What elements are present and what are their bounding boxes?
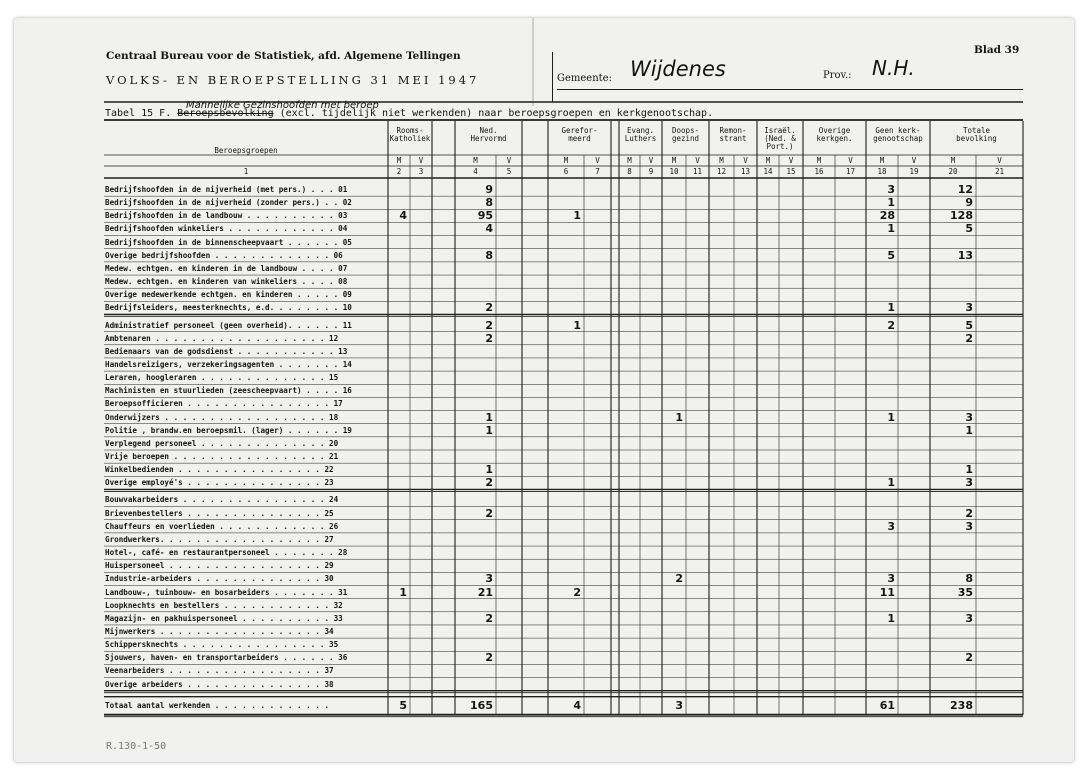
column-group-header: Totale bevolking — [956, 126, 997, 143]
row-value: 2 — [887, 318, 895, 332]
row-value: 11 — [879, 585, 895, 599]
row-value: 1 — [485, 410, 493, 424]
total-value: 4 — [573, 698, 581, 712]
row-label: Bouwvakarbeiders . . . . . . . . . . . . . . . . 24 — [105, 495, 339, 505]
row-value: 3 — [887, 572, 895, 586]
row-value: 5 — [887, 248, 895, 262]
row-value: 8 — [485, 196, 493, 210]
row-label: Hotel-, café- en restaurantpersoneel . . . . . . . 28 — [105, 548, 348, 558]
column-m-header: M — [473, 156, 478, 165]
column-number: 17 — [845, 167, 856, 176]
row-value: 35 — [957, 585, 973, 599]
row-value: 128 — [950, 209, 973, 223]
column-number: 9 — [648, 167, 654, 176]
row-value: 3 — [485, 572, 493, 586]
gemeente-label: Gemeente: — [557, 73, 612, 84]
row-label: Handelsreizigers, verzekeringsagenten . . . . . . . 14 — [105, 359, 352, 369]
column-number: 13 — [740, 167, 751, 176]
row-value: 2 — [965, 506, 973, 520]
row-value: 9 — [965, 196, 973, 210]
row-value: 13 — [957, 248, 973, 262]
row-value: 2 — [485, 651, 493, 665]
row-value: 1 — [887, 410, 895, 424]
column-number: 6 — [563, 167, 569, 176]
row-label: Onderwijzers . . . . . . . . . . . . . . . . . . 18 — [105, 412, 339, 422]
gemeente-value: Wijdenes — [630, 57, 726, 81]
column-v-header: V — [695, 156, 700, 165]
row-value: 8 — [965, 572, 973, 586]
column-m-header: M — [765, 156, 771, 165]
row-value: 2 — [485, 506, 493, 520]
row-label: Medew. echtgen. en kinderen van winkeliers . . . . 08 — [105, 277, 348, 287]
row-label: Overige employé's . . . . . . . . . . . . . . . 23 — [105, 478, 334, 488]
beroepsgroepen-header: Beroepsgroepen — [214, 146, 278, 155]
column-v-header: V — [743, 156, 748, 165]
row-label: Landbouw-, tuinbouw- en bosarbeiders . . . . . . . 31 — [105, 587, 348, 597]
row-value: 8 — [485, 248, 493, 262]
column-group-header: Evang. Luthers — [624, 126, 657, 143]
row-label: Verplegend personeel . . . . . . . . . . . . . . 20 — [105, 438, 339, 448]
column-group-header: Doops- gezind — [671, 126, 700, 143]
row-value: 12 — [957, 183, 973, 196]
column-v-header: V — [595, 156, 600, 165]
column-group-header: Geen kerk- genootschap — [873, 126, 923, 143]
row-value: 2 — [965, 651, 973, 665]
column-group-header: Remon- strant — [719, 126, 747, 143]
row-label: Loopknechts en bestellers . . . . . . . . . . . . 32 — [105, 600, 343, 610]
row-value: 1 — [887, 301, 895, 315]
column-number: 16 — [814, 167, 824, 176]
row-label: Vrije beroepen . . . . . . . . . . . . . . . . . 21 — [105, 452, 339, 461]
row-value: 1 — [485, 463, 493, 477]
total-label: Totaal aantal werkenden . . . . . . . . . . . . . — [105, 700, 330, 710]
row-label: Bedrijfshoofden in de nijverheid (zonder pers.) . . 02 — [105, 198, 352, 208]
column-v-header: V — [648, 156, 654, 165]
row-value: 3 — [965, 301, 973, 315]
row-value: 1 — [675, 410, 683, 424]
column-number: 21 — [994, 167, 1005, 176]
total-value: 165 — [470, 698, 493, 712]
row-value: 9 — [485, 183, 493, 196]
row-label: Ambtenaren . . . . . . . . . . . . . . . . . . . 12 — [105, 333, 339, 343]
column-v-header: V — [418, 156, 424, 165]
row-label: Overige medewerkende echtgen. en kinderen . . . . . 09 — [105, 290, 352, 300]
row-value: 28 — [879, 209, 895, 223]
row-label: Industrie-arbeiders . . . . . . . . . . . . . . 30 — [105, 574, 334, 584]
row-value: 2 — [485, 476, 493, 490]
table-title-struck: Beroepsbevolking — [177, 108, 274, 119]
column-number: 4 — [473, 167, 478, 176]
column-number: 5 — [506, 167, 512, 176]
column-m-header: M — [671, 156, 677, 165]
census-title: VOLKS- EN BEROEPSTELLING 31 MEI 1947 — [106, 73, 480, 87]
row-label: Machinisten en stuurlieden (zeescheepvaart) . . . . 16 — [105, 386, 352, 396]
row-label: Bedienaars van de godsdienst . . . . . . . . . . . 13 — [105, 346, 348, 356]
row-value: 2 — [573, 585, 581, 599]
column-number: 10 — [669, 167, 679, 176]
column-group-header: Rooms- Katholiek — [389, 126, 431, 143]
total-value: 3 — [675, 698, 683, 712]
column-m-header: M — [563, 156, 569, 165]
row-value: 1 — [887, 611, 895, 625]
row-label: Medew. echtgen. en kinderen in de landbouw . . . . 07 — [105, 263, 348, 273]
sheet-number: Blad 39 — [974, 44, 1020, 56]
row-value: 2 — [675, 572, 683, 586]
total-value: 238 — [950, 698, 973, 712]
column-v-header: V — [997, 156, 1002, 165]
row-value: 3 — [887, 519, 895, 533]
column-number: 12 — [716, 167, 727, 176]
bureau-name: Centraal Bureau voor de Statistiek, afd. Algemene Tellingen — [106, 50, 461, 62]
row-value: 2 — [965, 331, 973, 345]
row-value: 1 — [887, 476, 895, 490]
column-m-header: M — [627, 156, 632, 165]
column-number: 11 — [692, 167, 703, 176]
column-m-header: M — [816, 156, 822, 165]
handwritten-table-note: Mannelijke Gezinshoofden met beroep — [186, 100, 379, 111]
row-label: Bedrijfshoofden winkeliers . . . . . . . . . . . . 04 — [105, 224, 348, 234]
column-v-header: V — [788, 156, 794, 165]
form-code: R.130-1-50 — [106, 741, 167, 752]
column-number: 20 — [948, 167, 958, 176]
column-number: 2 — [396, 167, 402, 176]
column-m-header: M — [950, 156, 956, 165]
province-label: Prov.: — [823, 70, 852, 81]
row-label: Bedrijfshoofden in de landbouw . . . . . . . . . . 03 — [105, 211, 348, 221]
row-value: 1 — [887, 222, 895, 236]
column-number-1: 1 — [243, 167, 249, 176]
column-v-header: V — [911, 156, 917, 165]
row-value: 5 — [965, 318, 973, 332]
row-value: 4 — [485, 222, 493, 236]
total-value: 61 — [879, 698, 895, 712]
column-number: 7 — [595, 167, 600, 176]
row-value: 95 — [477, 209, 493, 223]
row-value: 2 — [485, 331, 493, 345]
row-value: 3 — [965, 519, 973, 533]
row-value: 1 — [399, 585, 407, 599]
row-value: 4 — [399, 209, 407, 223]
column-group-header: Gerefor- meerd — [561, 126, 598, 143]
row-label: Sjouwers, haven- en transportarbeiders . . . . . . 36 — [105, 653, 348, 663]
row-label: Winkelbedienden . . . . . . . . . . . . . . . . 22 — [105, 465, 334, 475]
row-value: 2 — [485, 318, 493, 332]
row-value: 3 — [965, 410, 973, 424]
row-label: Leraren, hoogleraren . . . . . . . . . . . . . . 15 — [105, 373, 339, 383]
row-value: 1 — [573, 318, 581, 332]
row-label: Brievenbestellers . . . . . . . . . . . . . . . 25 — [105, 508, 334, 518]
row-label: Huispersoneel . . . . . . . . . . . . . . . . . 29 — [105, 561, 334, 571]
row-value: 1 — [965, 463, 973, 477]
column-group-header: Overige kerkgen. — [816, 126, 853, 143]
column-v-header: V — [506, 156, 512, 165]
row-label: Schippersknechts . . . . . . . . . . . . . . . . 35 — [105, 640, 339, 650]
row-label: Bedrijfshoofden in de nijverheid (met pers.) . . . 01 — [105, 185, 348, 194]
row-label: Magazijn- en pakhuispersoneel . . . . . . . . . . 33 — [105, 613, 343, 623]
column-m-header: M — [719, 156, 724, 165]
column-number: 15 — [786, 167, 796, 176]
row-value: 1 — [965, 423, 973, 437]
row-label: Bedrijfsleiders, meesterknechts, e.d. . . . . . . . 10 — [105, 303, 352, 313]
column-number: 14 — [763, 167, 773, 176]
column-number: 19 — [909, 167, 919, 176]
row-label: Veenarbeiders . . . . . . . . . . . . . . . . . 37 — [105, 666, 334, 676]
row-value: 3 — [887, 183, 895, 196]
row-label: Chauffeurs en voerlieden . . . . . . . . . . . . 26 — [105, 521, 339, 531]
column-group-header: Ned. Hervormd — [470, 126, 507, 143]
row-value: 1 — [485, 423, 493, 437]
province-value: N.H. — [872, 56, 915, 80]
row-value: 3 — [965, 611, 973, 625]
column-m-header: M — [396, 156, 402, 165]
row-label: Bedrijfshoofden in de binnenscheepvaart . . . . . . 05 — [105, 237, 352, 247]
row-value: 21 — [477, 585, 493, 599]
row-value: 1 — [887, 196, 895, 210]
column-m-header: M — [879, 156, 885, 165]
row-value: 1 — [573, 209, 581, 223]
column-number: 3 — [418, 167, 424, 176]
column-v-header: V — [848, 156, 853, 165]
row-value: 2 — [485, 301, 493, 315]
row-label: Overige arbeiders . . . . . . . . . . . . . . . 38 — [105, 679, 334, 689]
row-value: 5 — [965, 222, 973, 236]
row-label: Politie , brandw.en beroepsmil. (lager) . . . . . . 19 — [105, 425, 352, 435]
table-title-rest: (excl. tijdelijk niet werkenden) naar beroepsgroepen en kerkgenootschap. — [279, 108, 714, 119]
row-value: 2 — [485, 611, 493, 625]
row-label: Administratief personeel (geen overheid). . . . . . 11 — [105, 320, 352, 330]
table-title-prefix: Tabel 15 F. — [105, 108, 172, 119]
column-group-header: Israël. (Ned. & Port.) — [764, 126, 796, 151]
row-value: 3 — [965, 476, 973, 490]
row-label: Beroepsofficieren . . . . . . . . . . . . . . . . 17 — [105, 399, 343, 409]
row-label: Grondwerkers. . . . . . . . . . . . . . . . . . 27 — [105, 534, 334, 544]
column-number: 8 — [627, 167, 632, 176]
total-value: 5 — [399, 698, 407, 712]
row-label: Overige bedrijfshoofden . . . . . . . . . . . . . 06 — [105, 250, 343, 260]
row-label: Mijnwerkers . . . . . . . . . . . . . . . . . . 34 — [105, 626, 334, 636]
column-number: 18 — [877, 167, 887, 176]
